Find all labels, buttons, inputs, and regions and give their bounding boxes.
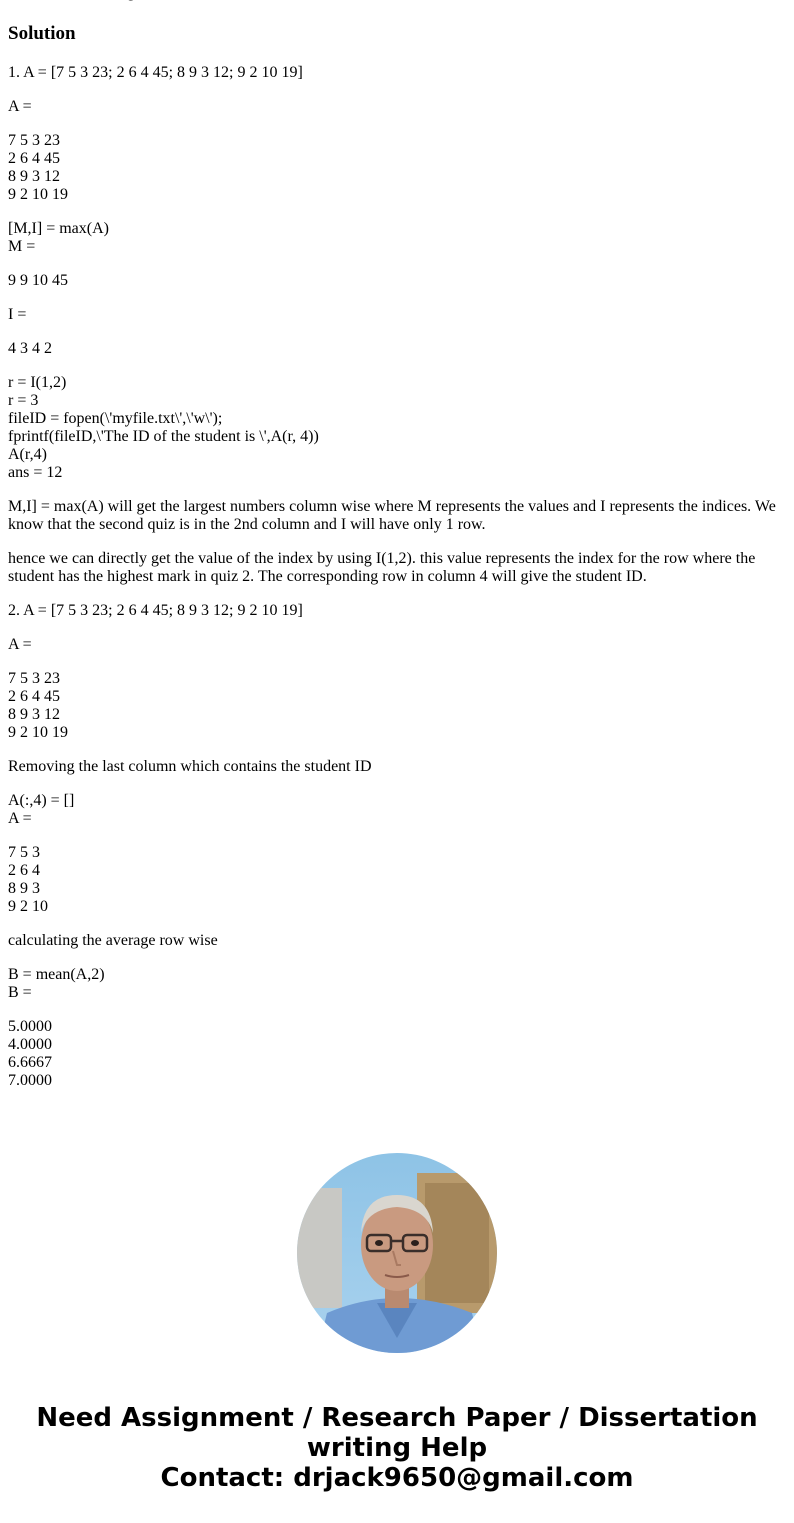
text-line: fprintf(fileID,\'The ID of the student is \',A(r, 4)) <box>8 428 319 445</box>
paragraph <box>8 670 788 742</box>
text-line: 9 9 10 45 <box>8 272 68 289</box>
paragraph <box>8 844 788 916</box>
text-line: 2. A = [7 5 3 23; 2 6 4 45; 8 9 3 12; 9 2 10 19] <box>8 602 303 619</box>
paragraph <box>8 966 788 1002</box>
text-line: 2 6 4 45 <box>8 150 60 167</box>
text-line: r = 3 <box>8 392 39 409</box>
text-line: A = <box>8 636 32 653</box>
text-line: 9 2 10 <box>8 898 48 915</box>
footer-line-2: writing Help <box>306 1433 488 1463</box>
text-line: A(r,4) <box>8 446 47 463</box>
text-line: 8 9 3 <box>8 880 40 897</box>
paragraph <box>8 636 788 654</box>
text-line: hence we can directly get the value of the index by using I(1,2). this value represents the index for the row where the student has the highest mark in quiz 2. The corresponding row in column 4 will give the student ID. <box>8 550 760 585</box>
text-line: 4.0000 <box>8 1036 52 1053</box>
text-line: 6.6667 <box>8 1054 52 1071</box>
paragraph <box>8 340 788 358</box>
paragraph <box>8 550 788 586</box>
text-line: B = <box>8 984 32 1001</box>
intro-text <box>8 0 788 2</box>
text-line: 9 2 10 19 <box>8 186 68 203</box>
solution-heading: Solution <box>8 23 76 44</box>
paragraph <box>8 498 788 534</box>
paragraph <box>8 602 788 620</box>
text-line: 7.0000 <box>8 1072 52 1089</box>
footer-line-1: Need Assignment / Research Paper / Dissertation <box>36 1403 758 1433</box>
paragraph <box>8 792 788 828</box>
text-line: 7 5 3 23 <box>8 670 60 687</box>
footer-banner <box>0 1403 794 1493</box>
text-line: 8 9 3 12 <box>8 706 60 723</box>
text-line: B = mean(A,2) <box>8 966 105 983</box>
paragraph <box>8 272 788 290</box>
text-line: 7 5 3 <box>8 844 40 861</box>
text-line: M,I] = max(A) will get the largest numbers column wise where M represents the values and I represents the indices. We know that the second quiz is in the 2nd column and I will have only 1 row. <box>8 498 780 533</box>
text-line: A = <box>8 98 32 115</box>
paragraph <box>8 1018 788 1090</box>
paragraph <box>8 98 788 116</box>
text-line: 2 6 4 <box>8 862 40 879</box>
text-line: Removing the last column which contains the student ID <box>8 758 372 775</box>
text-line: A(:,4) = [] <box>8 792 75 809</box>
text-line: 5.0000 <box>8 1018 52 1035</box>
author-avatar <box>297 1153 497 1353</box>
text-line: ans = 12 <box>8 464 63 481</box>
paragraph <box>8 306 788 324</box>
solution-document <box>8 0 788 1106</box>
footer-contact: Contact: drjack9650@gmail.com <box>160 1463 634 1493</box>
paragraph <box>8 64 788 82</box>
text-line: calculating the average row wise <box>8 932 218 949</box>
text-line: 9 2 10 19 <box>8 724 68 741</box>
text-line: A = <box>8 810 32 827</box>
text-line: 4 3 4 2 <box>8 340 52 357</box>
text-line: 7 5 3 23 <box>8 132 60 149</box>
text-line: r = I(1,2) <box>8 374 67 391</box>
text-line: M = <box>8 238 36 255</box>
text-line: fileID = fopen(\'myfile.txt\',\'w\'); <box>8 410 223 427</box>
paragraph <box>8 220 788 256</box>
text-line: 8 9 3 12 <box>8 168 60 185</box>
paragraph <box>8 374 788 482</box>
text-line: I = <box>8 306 27 323</box>
text-line: 2 6 4 45 <box>8 688 60 705</box>
solution-body <box>8 64 788 1090</box>
paragraph <box>8 132 788 204</box>
text-line: [M,I] = max(A) <box>8 220 109 237</box>
avatar-photo <box>297 1153 497 1353</box>
paragraph <box>8 932 788 950</box>
paragraph <box>8 758 788 776</box>
text-line: 1. A = [7 5 3 23; 2 6 4 45; 8 9 3 12; 9 2 10 19] <box>8 64 303 81</box>
